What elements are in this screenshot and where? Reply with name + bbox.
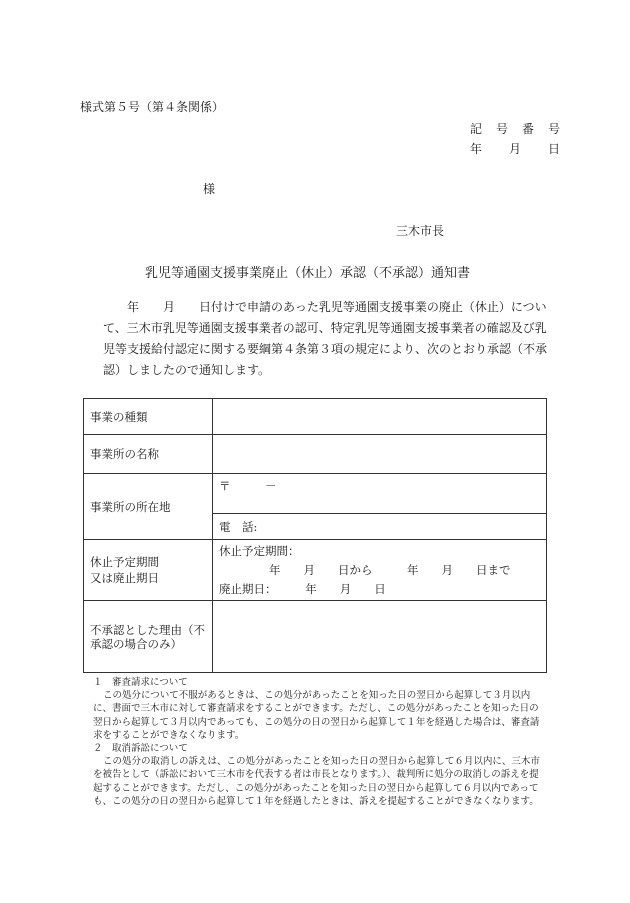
business-type-label: 事業の種類 [84,399,213,435]
rejection-reason-value [213,601,547,673]
notes-section [93,676,546,808]
suspension-label-line1: 休止予定期間 [90,555,159,569]
note-2-title: ２ 取消訴訟について [93,743,188,755]
document-title: 乳児等通園支援事業廃止（休止）承認（不承認）通知書 [145,266,471,281]
business-type-value [213,399,547,435]
table-row [84,601,547,673]
table-row [84,435,547,474]
suspension-period-dates: 年 月 日から 年 月 日まで [269,562,511,577]
table-row [84,540,547,601]
addressee: 様 [203,182,216,196]
office-name-label: 事業所の名称 [84,435,213,474]
rejection-reason-label: 不承認とした理由（不承認の場合のみ） [84,601,213,673]
abolition-date: 廃止期日： 年 月 日 [219,581,386,596]
note-1-title: １ 審査請求について [93,677,188,688]
detail-table [83,398,547,673]
issuer: 三木市長 [396,224,445,238]
office-name-value [213,435,547,474]
note-2-body: この処分の取消しの訴えは、この処分があったことを知った日の翌日から起算して６月以内に、三木市を被告として（訴訟において三木市を代表する者は市長となります。）、裁判所に処分の取消しの訴えを提起することができます。ただし、この処分があったことを知った日の翌日から起算して６月以内であっても、この処分の日の翌日から起算して１年を経過したときは、訴えを提起することができなくなります。 [93,756,540,807]
suspension-label-line2: 又は廃止期日 [90,571,159,585]
phone-field: 電 話: [213,514,547,540]
table-row [84,474,547,514]
table-row [84,399,547,435]
body-paragraph: 年 月 日付けで申請のあった乳児等通園支援事業の廃止（休止）について、三木市乳児等通園支援事業者の認可、特定乳児等通園支援事業者の確認及び乳児等支援給付認定に関する要綱第４条第３項の規定により、次のとおり承認（不承認）しましたので通知します。 [103,300,548,377]
suspension-period-field [213,540,547,601]
reference-number: 記 号 番 号 [470,122,562,136]
suspension-period-label: 休止予定期間： [219,543,300,558]
office-address-label: 事業所の所在地 [84,474,213,540]
postal-code-field: 〒 － [213,474,547,514]
suspension-label [84,540,213,601]
form-number: 様式第５号（第４条関係） [80,100,225,114]
note-1-body: この処分について不服があるときは、この処分があったことを知った日の翌日から起算して３月以内に、書面で三木市に対して審査請求をすることができます。ただし、この処分があったことを知った日の翌日から起算して３月以内であっても、この処分の日の翌日から起算して１年を経過した場合は、審査請求をすることができなくなります。 [93,690,540,741]
issue-date: 年 月 日 [470,142,562,156]
